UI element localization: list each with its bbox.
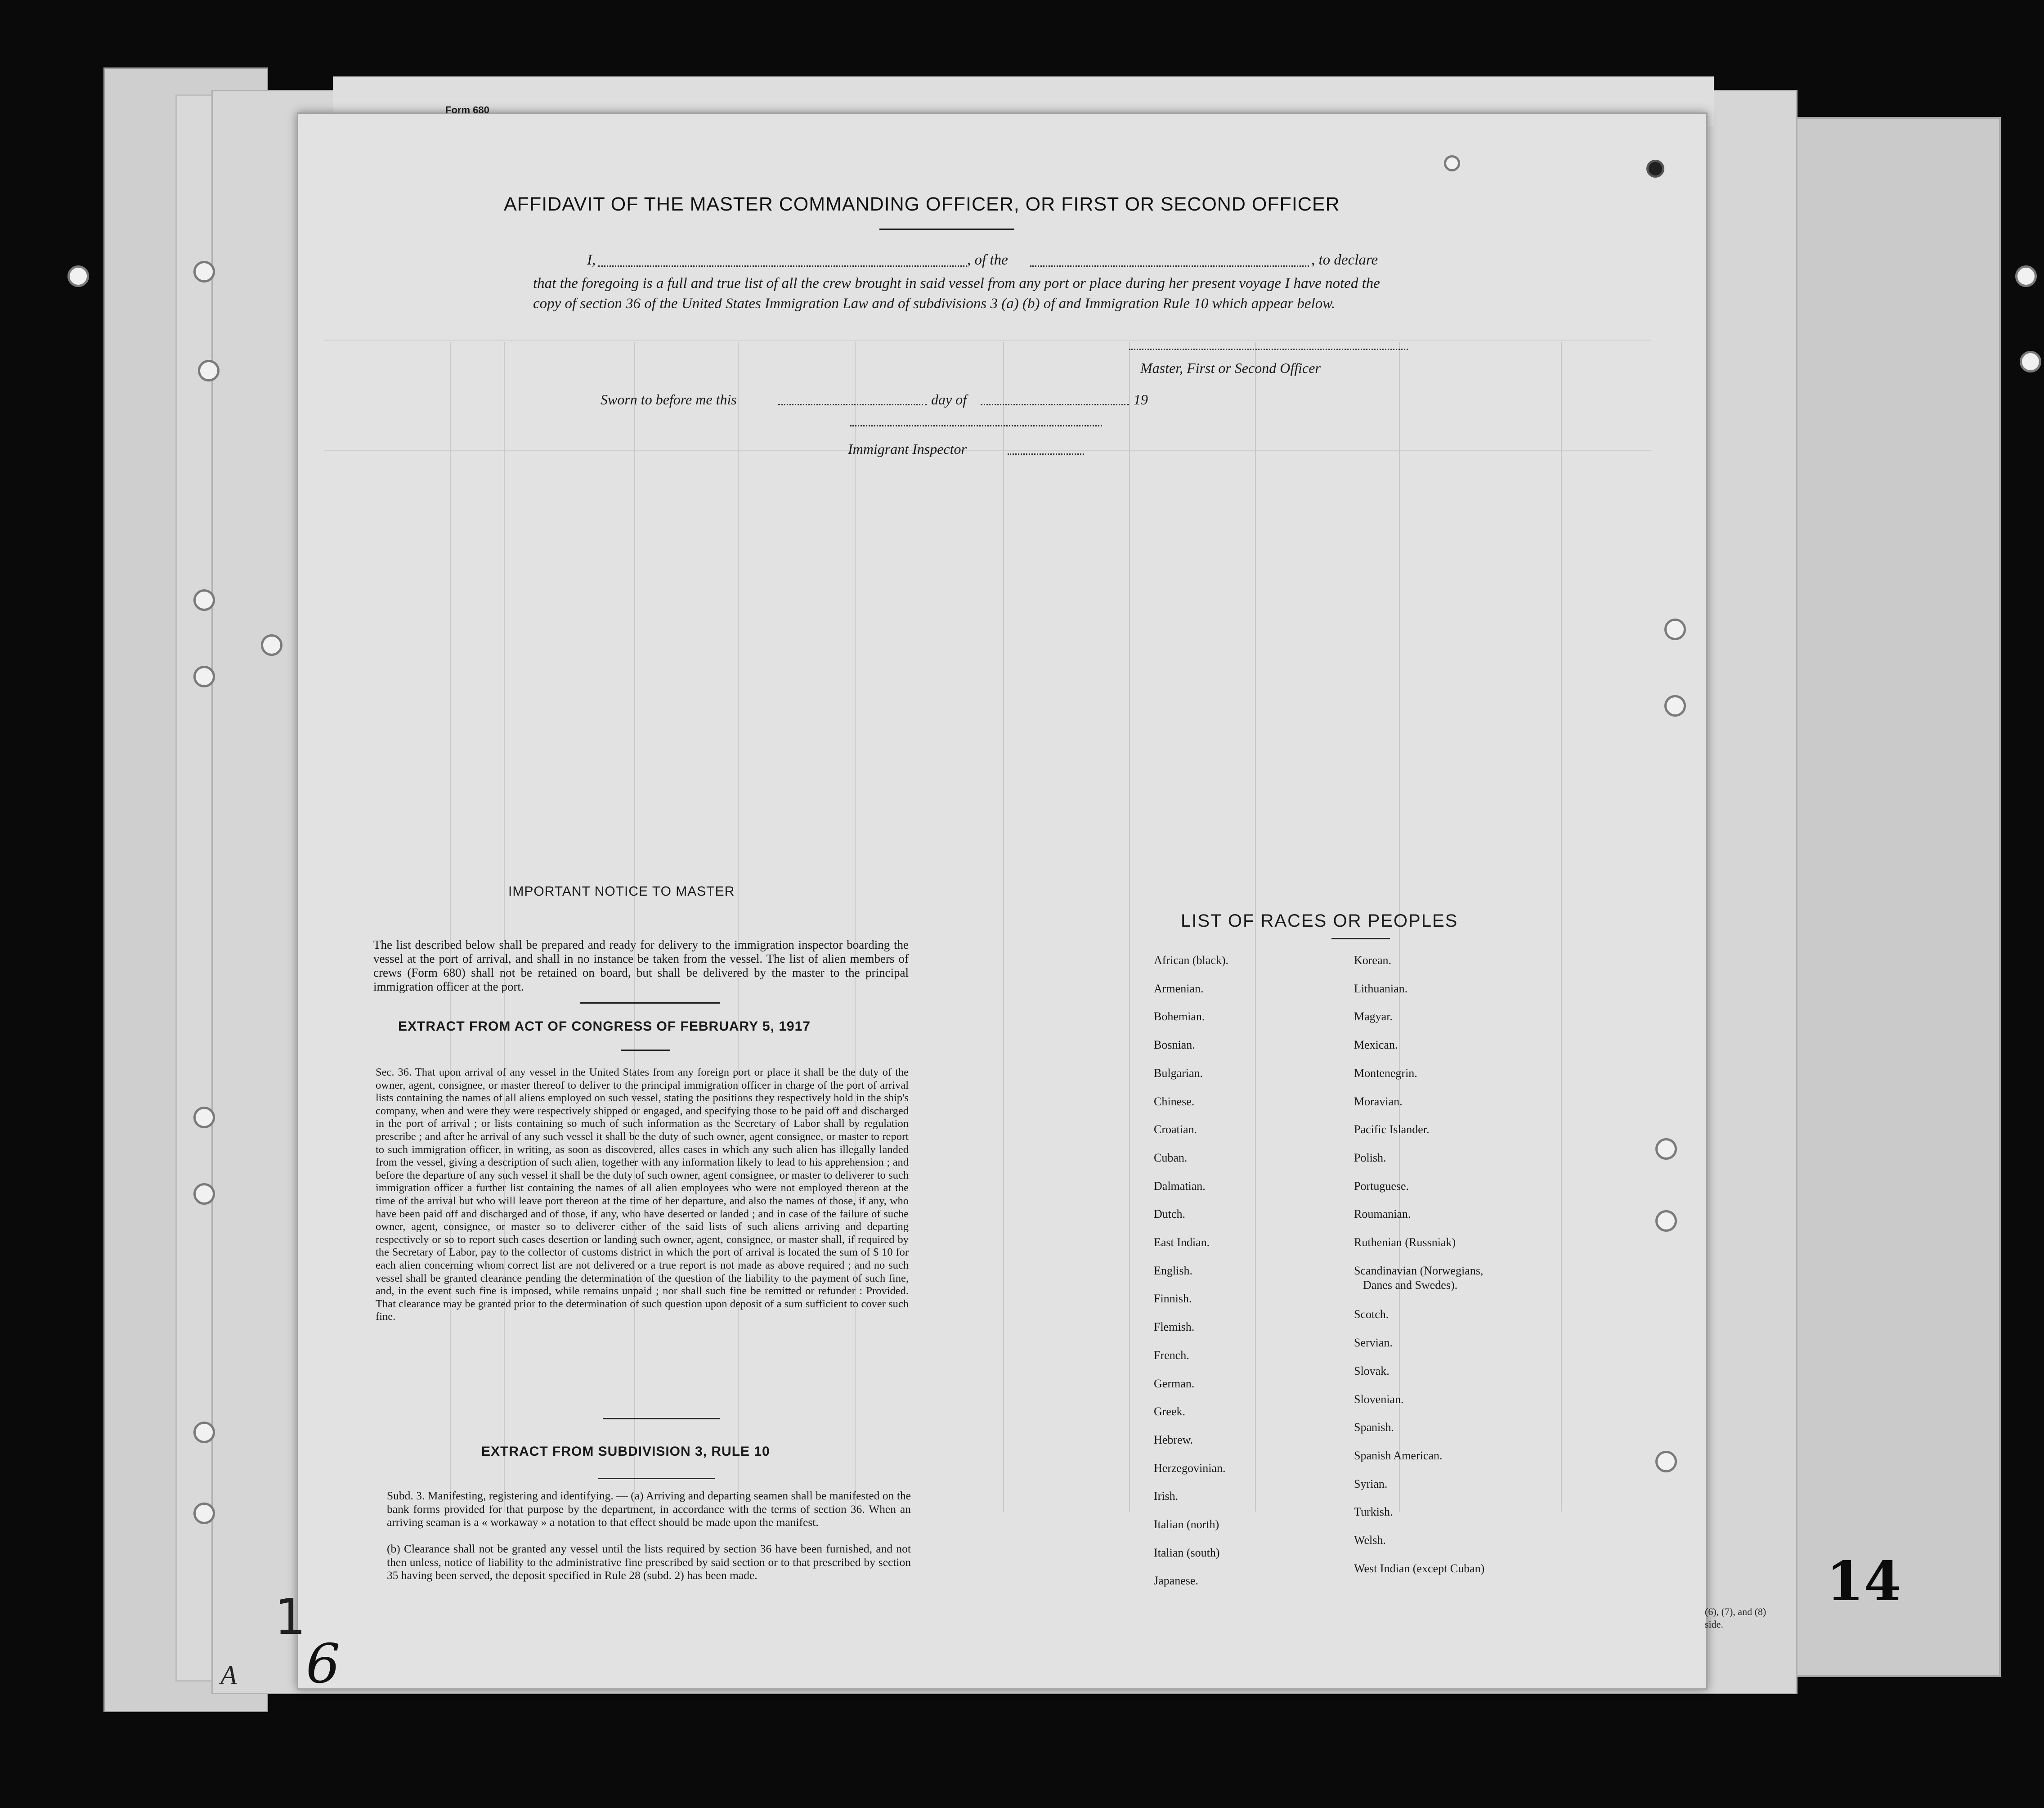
race-item: Flemish. bbox=[1154, 1320, 1195, 1334]
race-item: Finnish. bbox=[1154, 1292, 1192, 1306]
binder-hole bbox=[1655, 1138, 1677, 1160]
race-item: Polish. bbox=[1354, 1151, 1386, 1164]
race-item: Magyar. bbox=[1354, 1010, 1393, 1023]
race-item: Hebrew. bbox=[1154, 1433, 1193, 1446]
handwritten-letter-a: A bbox=[220, 1660, 237, 1690]
ghost-grid-line bbox=[1561, 342, 1562, 1512]
race-item: Syrian. bbox=[1354, 1477, 1388, 1490]
race-item: Danes and Swedes). bbox=[1363, 1279, 1458, 1292]
binder-hole bbox=[1444, 155, 1460, 171]
ghost-grid-line bbox=[504, 342, 505, 1512]
race-item: German. bbox=[1154, 1377, 1195, 1390]
subdivision-a-text: Subd. 3. Manifesting, registering and identifying. — (a) Arriving and departing seamen shall be manifested on the bank forms provided for that purpose by the department, in accordance with the terms of section 36. When an arriving seaman is a « workaway » a notation to that effect should be made upon the manifest. bbox=[387, 1489, 911, 1529]
ghost-grid-line bbox=[450, 342, 451, 1512]
race-item: Armenian. bbox=[1154, 982, 1204, 995]
act-extract-heading: EXTRACT FROM ACT OF CONGRESS OF FEBRUARY 5, 1917 bbox=[398, 1019, 811, 1034]
races-heading: LIST OF RACES OR PEOPLES bbox=[1181, 911, 1458, 931]
binder-hole bbox=[193, 589, 215, 611]
notice-heading: IMPORTANT NOTICE TO MASTER bbox=[508, 884, 735, 899]
master-signature-line bbox=[1129, 349, 1408, 350]
binder-hole bbox=[2015, 265, 2037, 287]
race-item: Irish. bbox=[1154, 1489, 1179, 1503]
race-item: Greek. bbox=[1154, 1405, 1186, 1418]
race-item: Servian. bbox=[1354, 1336, 1393, 1350]
declaration-i: I, bbox=[587, 252, 596, 268]
race-item: Herzegovinian. bbox=[1154, 1461, 1226, 1475]
ghost-grid-line bbox=[634, 342, 635, 1512]
race-item: Scandinavian (Norwegians, bbox=[1354, 1264, 1484, 1277]
notice-rule bbox=[580, 1002, 720, 1004]
ghost-grid-line bbox=[1003, 342, 1004, 1512]
binder-hole bbox=[67, 265, 89, 287]
binder-hole bbox=[261, 634, 282, 656]
race-item: Welsh. bbox=[1354, 1534, 1386, 1547]
race-item: Ruthenian (Russniak) bbox=[1354, 1236, 1456, 1249]
rule-extract-rule bbox=[598, 1478, 715, 1479]
sworn-prefix: Sworn to before me this bbox=[601, 391, 737, 408]
race-item: Croatian. bbox=[1154, 1123, 1197, 1136]
race-item: Italian (north) bbox=[1154, 1518, 1219, 1531]
race-item: Spanish. bbox=[1354, 1421, 1394, 1434]
race-item: Japanese. bbox=[1154, 1574, 1198, 1588]
binder-hole bbox=[1664, 695, 1686, 717]
notice-body: The list described below shall be prepared and ready for delivery to the immigration inspector boarding the vessel at the port of arrival, and shall in no instance be taken from the vessel. The list of alien members of crews (Form 680) shall not be retained on board, but shall be delivered by the master to the principal immigration officer at the port. bbox=[373, 938, 909, 993]
ghost-grid-line bbox=[1129, 342, 1130, 1512]
inspector-label-line bbox=[1008, 453, 1084, 455]
binder-hole bbox=[193, 666, 215, 687]
handwritten-one: 1 bbox=[274, 1588, 306, 1646]
race-item: English. bbox=[1154, 1264, 1192, 1277]
master-signature-label: Master, First or Second Officer bbox=[1140, 360, 1321, 376]
declaration-to-declare: , to declare bbox=[1311, 252, 1378, 268]
race-item: Spanish American. bbox=[1354, 1449, 1443, 1462]
subdivision-b-text: (b) Clearance shall not be granted any vessel until the lists required by section 36 have been furnished, and not then unless, notice of liability to the administrative fine prescribed by said section or to that prescribed by section 35 having been served, the deposit specified in Rule 28 (subd. 2) has been made. bbox=[387, 1542, 911, 1582]
ghost-grid-line bbox=[324, 450, 1651, 451]
races-rule bbox=[1331, 938, 1390, 939]
binder-hole bbox=[193, 1422, 215, 1443]
name-blank-line bbox=[598, 265, 967, 267]
race-item: Dutch. bbox=[1154, 1207, 1186, 1221]
footer-fragment: (6), (7), and (8) bbox=[1705, 1606, 1766, 1617]
sworn-day-line bbox=[778, 404, 927, 405]
binder-hole bbox=[193, 261, 215, 283]
binder-hole bbox=[193, 1107, 215, 1128]
race-item: Italian (south) bbox=[1154, 1546, 1220, 1559]
race-item: French. bbox=[1154, 1348, 1189, 1362]
ghost-grid-line bbox=[855, 342, 856, 1512]
title-rule bbox=[879, 229, 1014, 230]
inspector-signature-line bbox=[850, 425, 1102, 426]
race-item: Moravian. bbox=[1354, 1095, 1403, 1108]
race-item: Bohemian. bbox=[1154, 1010, 1205, 1023]
inspector-label: Immigrant Inspector bbox=[848, 441, 967, 457]
binder-hole bbox=[198, 360, 220, 381]
race-item: Lithuanian. bbox=[1354, 982, 1408, 995]
race-item: East Indian. bbox=[1154, 1236, 1210, 1249]
declaration-of-the: , of the bbox=[967, 252, 1008, 268]
race-item: Bosnian. bbox=[1154, 1038, 1195, 1052]
section-36-text: Sec. 36. That upon arrival of any vessel in the United States from any foreign port or place it shall be the duty of the owner, agent, consignee, or master thereof to deliver to the principal immigration officer in charge of the port of arrival lists containing the names of all aliens employed on such vessel, stating the positions they respectively hold in the ship's company, when and were they were respectively shipped or engaged, and specifying those to be paid off and discharged in the port of arrival ; or lists containing so much of such information as the Secretary of Labor shall by regulation prescribe ; and after he arrival of any such vessel it shall be the duty of such owner, agent consignee, or master to report to such immigration officer, in writing, as soon as discovered, alles cases in which any such alien has illegally landed from the vessel, giving a description of such alien, together with any information likely to lead to his apprehension ; and before the departure of any such vessel it shall be the duty of such owner, agent consignee, or master to deliverer to such immigration officer a further list containing the names of all alien employees who were not employed thereon at the time of the arrival but who will leave port thereon at the time of her departure, and also the names of those, if any, who have been paid off and discharged and of those, if any, who have deserted or landed ; and in case of the failure of suche owner, agent, consignee, or master so to deliverer either of the said lists of such aliens arriving and departing respectively or so to report such cases desertion or landing such owner, agent, consignee, or master shall, if required by the Secretary of Labor, pay to the collector of customs district in which the port of arrival is located the sum of $ 10 for each alien concerning whom correct list are not delivered or a true report is not made as above required ; and no such vessel shall be granted clearance pending the determination of the question of the liability to the payment of such fine, and, in the event such fine is imposed, while remains unpaid ; nor shall such fine be remitted or refunder : Provided. That clearance may be granted prior to the determination of such question upon deposit of a sum sufficient to cover such fine. bbox=[376, 1066, 909, 1323]
race-item: Montenegrin. bbox=[1354, 1066, 1417, 1080]
footer-fragment-side: side. bbox=[1705, 1619, 1723, 1630]
vessel-blank-line bbox=[1030, 265, 1309, 267]
declaration-text: that the foregoing is a full and true list of all the crew brought in said vessel from any port or place during her present voyage I have noted the copy of section 36 of the United States Immigration Law and of subdivisions 3 (a) (b) of and Immigration Rule 10 which appear below. bbox=[533, 275, 1380, 312]
race-item: West Indian (except Cuban) bbox=[1354, 1561, 1485, 1575]
sworn-year: 19 bbox=[1134, 391, 1148, 408]
race-item: Dalmatian. bbox=[1154, 1179, 1206, 1193]
binder-hole bbox=[1655, 1210, 1677, 1232]
page-number: 14 bbox=[1826, 1550, 1901, 1613]
race-item: Pacific Islander. bbox=[1354, 1123, 1430, 1136]
race-item: Mexican. bbox=[1354, 1038, 1398, 1052]
race-item: Chinese. bbox=[1154, 1095, 1195, 1108]
race-item: Slovak. bbox=[1354, 1364, 1390, 1377]
race-item: Slovenian. bbox=[1354, 1392, 1404, 1406]
race-item: African (black). bbox=[1154, 954, 1229, 967]
binder-hole bbox=[193, 1183, 215, 1205]
race-item: Cuban. bbox=[1154, 1151, 1188, 1164]
affidavit-title: AFFIDAVIT OF THE MASTER COMMANDING OFFICER, OR FIRST OR SECOND OFFICER bbox=[504, 193, 1340, 215]
section-divider-rule bbox=[603, 1418, 720, 1419]
binder-hole bbox=[2020, 351, 2041, 372]
race-item: Roumanian. bbox=[1354, 1207, 1411, 1221]
race-item: Bulgarian. bbox=[1154, 1066, 1203, 1080]
sworn-month-line bbox=[981, 404, 1129, 405]
act-extract-rule bbox=[621, 1050, 670, 1051]
race-item: Scotch. bbox=[1354, 1308, 1389, 1321]
binder-hole bbox=[1655, 1451, 1677, 1472]
binder-hole bbox=[1664, 619, 1686, 640]
rule-extract-heading: EXTRACT FROM SUBDIVISION 3, RULE 10 bbox=[481, 1444, 770, 1459]
ghost-grid-line bbox=[324, 340, 1651, 341]
race-item: Korean. bbox=[1354, 954, 1392, 967]
form-number-label: Form 680 bbox=[445, 104, 489, 116]
binder-hole bbox=[193, 1503, 215, 1524]
race-item: Turkish. bbox=[1354, 1505, 1393, 1519]
ghost-grid-line bbox=[738, 342, 739, 1512]
sworn-day-of: day of bbox=[931, 391, 967, 408]
race-item: Portuguese. bbox=[1354, 1179, 1409, 1193]
binder-hole bbox=[1646, 160, 1664, 178]
handwritten-six: 6 bbox=[306, 1633, 341, 1696]
